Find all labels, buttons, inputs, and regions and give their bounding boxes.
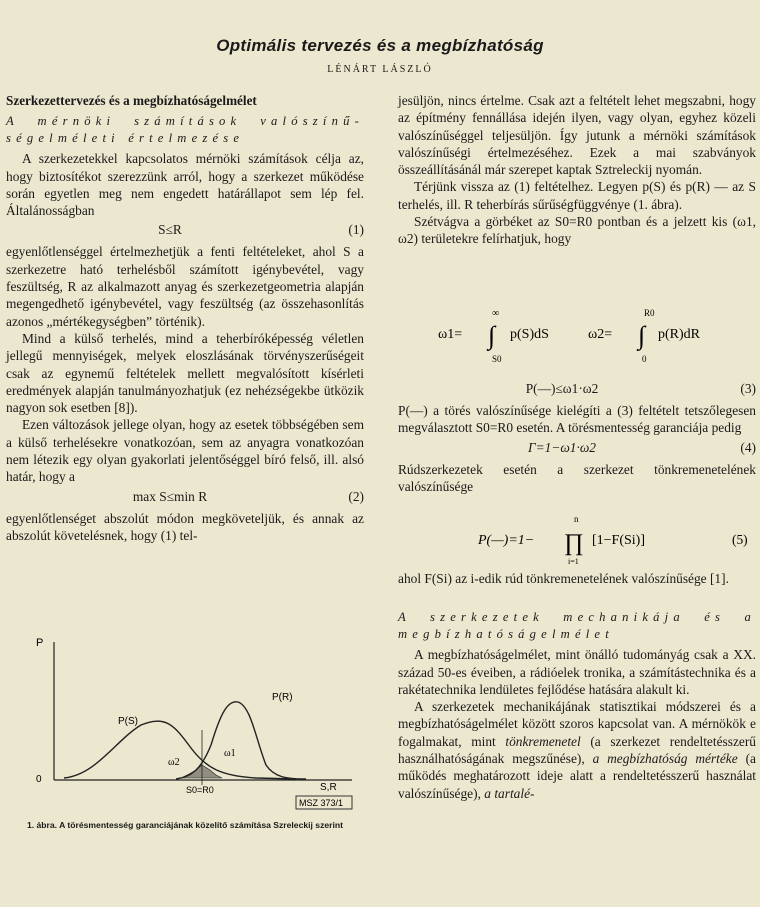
paragraph: egyenlőtlenséget abszolút módon megköveteljük, és annak az abszolút követelésnek, hogy (1) tel-	[6, 510, 364, 543]
upper-limit-infinity: ∞	[492, 308, 500, 319]
article-title: Optimális tervezés és a megbízhatóság	[216, 36, 544, 55]
equation-number: (2)	[348, 488, 364, 504]
integrand-pr: p(R)dR	[658, 327, 700, 342]
italic-term: a megbízhatóság mértéke	[592, 751, 738, 767]
stamp-label: MSZ 373/1	[299, 798, 344, 808]
product-lower-limit: i=1	[568, 557, 579, 566]
integrand-ps: p(S)dS	[510, 327, 549, 342]
paragraph: Mind a külső terhelés, mind a teherbíróképesség véletlen jellegű mennyiségek, melyek eloszlásának törvényszerűségeit csak az egynemű feltételek mellett megvalósított kísérleti eredmények alapján tanulmányozhatjuk (ez nehézségekbe ütközik nagyon sok esetben [8]).	[6, 330, 364, 416]
article-author: LÉNÁRT LÁSZLÓ	[327, 64, 433, 75]
product-sign: ∏	[564, 530, 584, 556]
upper-limit-r0: R0	[644, 308, 655, 318]
text-run: (a működés meghatározott ideje alatt a rendeltetésszerű használat valószínűsége),	[398, 751, 756, 801]
omega1-lhs: ω1=	[438, 327, 463, 342]
omega2-lhs: ω2=	[588, 327, 613, 342]
equation-body: Γ=1−ω1·ω2	[527, 439, 597, 455]
text-run: A szerkezetek mechanikájának statisztikai módszerei és a megbízhatóságelmélet között szoros kapcsolat van. A mérnökök e fogalmakat, mint	[398, 699, 756, 749]
paragraph: Rúdszerkezetek esetén a szerkezet tönkremenetelének valószínűsége	[398, 461, 756, 494]
equation-2	[6, 488, 364, 508]
equation-number: (4)	[740, 439, 756, 455]
text-run: (a szerkezet rendeltetésszerű használhatóságának megszűnése),	[398, 733, 757, 767]
equation-body: P(—)≤ω1·ω2	[525, 381, 599, 396]
paragraph: ahol F(Si) az i-edik rúd tönkremenetelének valószínűsége [1].	[398, 571, 729, 586]
equation-number: (3)	[740, 381, 756, 396]
integral-sign: ∫	[638, 321, 646, 350]
y-axis-label: P	[36, 637, 44, 649]
pr-curve	[176, 702, 306, 779]
italic-term: tönkremenetel	[505, 733, 581, 749]
product-formula	[398, 512, 756, 568]
equation-number: (5)	[732, 532, 748, 547]
equation-1	[6, 221, 364, 241]
right-column	[398, 92, 756, 248]
omega1-label: ω1	[224, 748, 236, 759]
paragraph: Szétvágva a görbéket az S0=R0 pontban és a jelzett kis (ω1, ω2) területekre felírhatjuk, hogy	[398, 214, 756, 247]
integral-sign: ∫	[488, 321, 496, 350]
paragraph: egyenlőtlenséggel értelmezhetjük a fenti feltételeket, ahol S a szerkezetre ható terhelésből számított igénybevétel, vagy feszültség, R az alkalmazott anyag és szerkezetgeometria alapján megengedhető igénybevétel, vagy feszültség (az összehasonlítás azonos „mértékegységben” történik).	[6, 244, 364, 329]
paragraph: Ezen változások jellege olyan, hogy az esetek többségében sem a külső terhelésekre vonatkozóan, sem az anyagra vonatkozóan nem létezik egy olyan gyakorlati jelentőséggel bíró felső, ill. alsó határ, hogy a	[6, 417, 364, 485]
figure-1-diagram	[6, 630, 364, 845]
equation-4	[398, 439, 756, 459]
product-upper-limit: n	[574, 514, 579, 524]
equation-number: (1)	[348, 222, 364, 238]
paragraph: P(—) a törés valószínűsége kielégíti a (3) feltételt tetszőlegesen megválasztott S0=R0 esetén. A törésmentesség garanciája pedig	[398, 403, 756, 436]
equation-body: S≤R	[158, 222, 182, 238]
paragraph: Térjünk vissza az (1) feltételhez. Legyen p(S) és p(R) — az S terhelés, ill. R teherbírás sűrűségfüggvénye (1. ábra).	[398, 179, 756, 212]
overlap-area	[181, 765, 222, 778]
omega2-label: ω2	[168, 757, 180, 768]
italic-term: a tartalé-	[484, 785, 535, 801]
equation-body: max S≤min R	[132, 488, 208, 504]
paragraph: jesüljön, nincs értelme. Csak azt a feltételt lehet megszabni, hogy az építmény fennállása idején ilyen, vagy olyan, egyhez közeli valószínűséggel teljesüljön. Így jutunk a mérnöki számítások valószínűségi értelmezéséhez. Ezek a mai szabványok összeállításánál már szerepet kaptak Sztreleckij nyomán.	[398, 93, 756, 178]
ps-label: P(S)	[118, 716, 138, 727]
paragraph: A megbízhatóságelmélet, mint önálló tudományág csak a XX. század 50-es éveiben, a rádióelek tronika, a számítástechnika és a rakétatechnika lendületes fejlődése hatására alakult ki.	[398, 647, 756, 697]
lower-limit-zero: 0	[642, 354, 647, 364]
left-column	[6, 92, 364, 544]
paragraph: A szerkezetekkel kapcsolatos mérnöki számítások célja az, hogy biztosítékot szerezzünk arról, hogy a szerkezet működése során egyetlen meg nem engedett határállapot sem lép fel. Általánosságban	[6, 151, 364, 219]
origin-label: 0	[36, 774, 42, 785]
subsection-heading: A szerkezetek mechanikája és a megbízhatóságelmélet	[398, 610, 756, 642]
right-column-bottom	[398, 570, 756, 802]
subsection-heading: A mérnöki számítások valószínű-ségelméleti értelmezése	[6, 114, 364, 146]
paragraph	[398, 698, 756, 802]
eq5-lhs: P(—)=1−	[478, 533, 535, 548]
pr-label: P(R)	[272, 692, 293, 703]
lower-limit-s0: S0	[492, 354, 502, 364]
eq5-rhs: [1−F(Si)]	[592, 533, 646, 548]
equation-3	[398, 380, 756, 400]
right-column-mid	[398, 378, 756, 495]
figure-caption: 1. ábra. A törésmentesség garanciájának közelítő számítása Szreleckij szerint	[26, 820, 344, 830]
integral-formulas	[398, 306, 756, 376]
x-axis-label: S,R	[320, 782, 337, 793]
s0r0-label: S0=R0	[186, 785, 214, 795]
section-heading: Szerkezettervezés és a megbízhatóságelmélet	[6, 93, 257, 108]
